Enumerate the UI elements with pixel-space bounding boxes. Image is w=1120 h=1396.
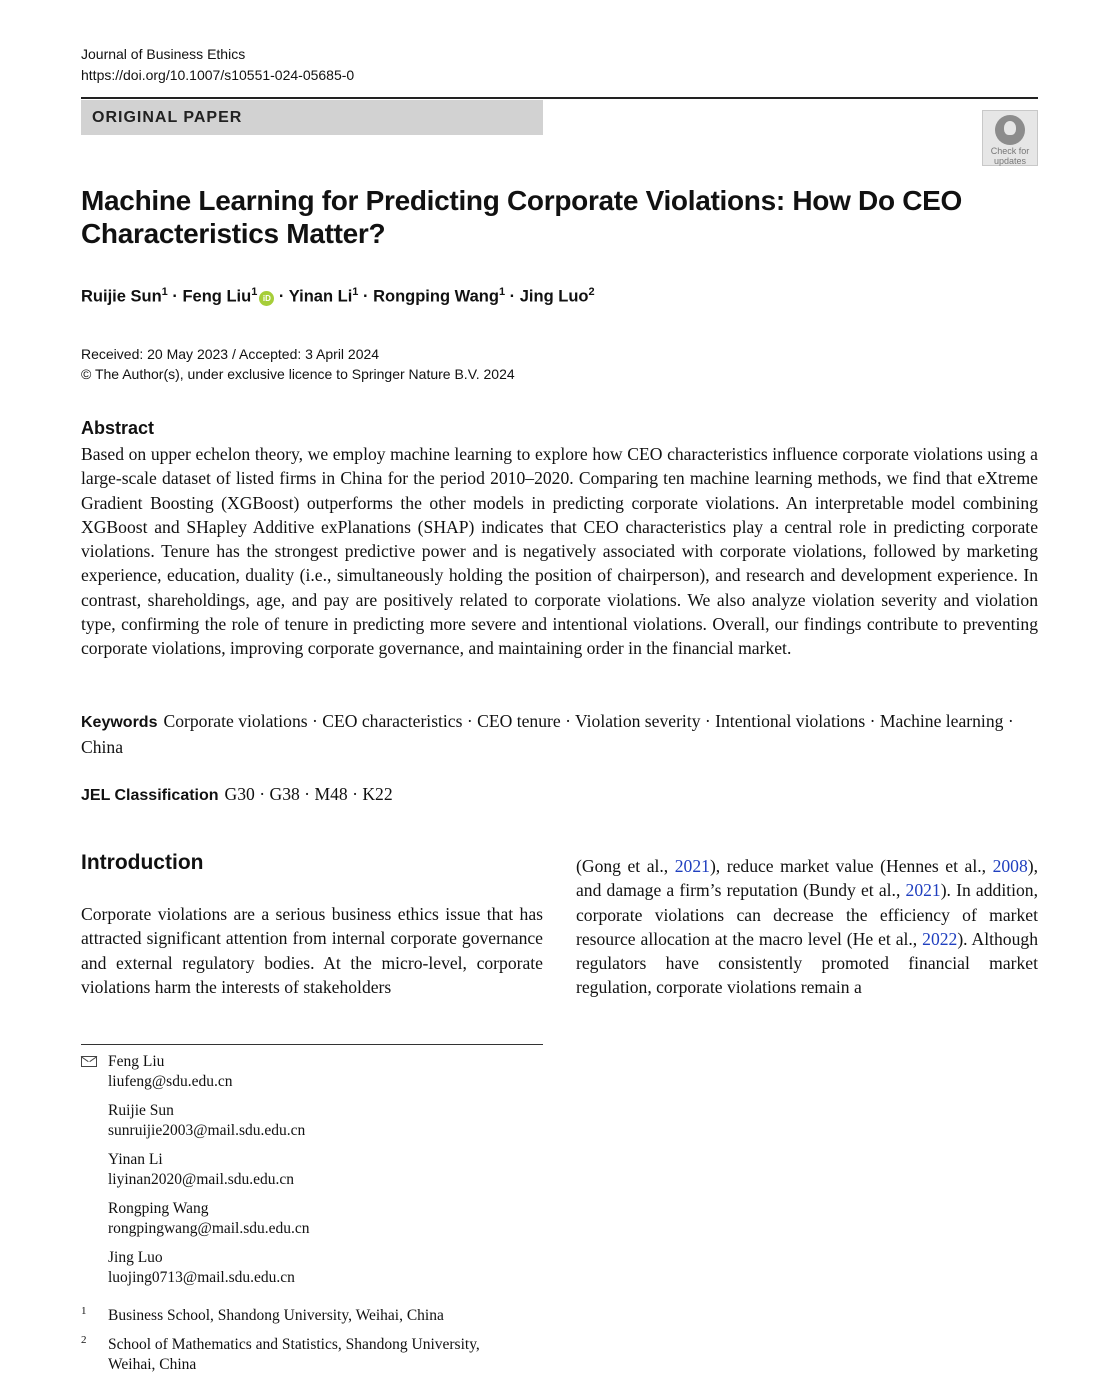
contact-email[interactable]: luojing0713@mail.sdu.edu.cn xyxy=(108,1268,295,1286)
keywords-label: Keywords xyxy=(81,714,158,731)
affiliation-number: 1 xyxy=(81,1305,87,1317)
doi-link[interactable]: https://doi.org/10.1007/s10551-024-05685-0 xyxy=(81,67,355,83)
author-affiliation-mark: 2 xyxy=(588,286,595,298)
intro-text: ), reduce market value (Hennes et al., xyxy=(709,856,993,876)
contact-name: Feng Liu xyxy=(108,1053,165,1070)
contact-email[interactable]: liufeng@sdu.edu.cn xyxy=(108,1072,233,1090)
envelope-icon xyxy=(81,1056,97,1067)
author-name[interactable]: Yinan Li xyxy=(288,287,353,306)
paper-title: Machine Learning for Predicting Corporate Violations: How Do CEO Characteristics Matter? xyxy=(81,185,963,249)
intro-text: ), and damage a firm’s reputation (Bundy et al., xyxy=(576,856,1039,901)
author-affiliation-mark: 1 xyxy=(498,286,506,298)
abstract-heading: Abstract xyxy=(81,418,155,438)
contact-name: Rongping Wang xyxy=(108,1200,209,1217)
author-affiliation-mark: 1 xyxy=(352,286,359,298)
contact-name: Yinan Li xyxy=(108,1151,163,1168)
intro-left-column: Corporate violations are a serious business ethics issue that has attracted significant attention from internal corporate governance and external regulatory bodies. At the micro-level, corporate violations harm the interests of stakeholders xyxy=(81,904,543,997)
citation-link[interactable]: 2022 xyxy=(922,928,958,949)
keywords xyxy=(81,709,1038,760)
orcid-icon[interactable]: iD xyxy=(259,291,274,306)
received-accepted: Received: 20 May 2023 / Accepted: 3 April 2024 xyxy=(81,346,380,362)
jel-label: JEL Classification xyxy=(81,787,219,804)
jel-codes: G30 · G38 · M48 · K22 xyxy=(224,784,393,804)
paper-type-band: ORIGINAL PAPER xyxy=(81,100,543,135)
contact-entry xyxy=(108,1150,294,1189)
author-name[interactable]: Rongping Wang xyxy=(373,287,499,306)
author-name[interactable]: Ruijie Sun xyxy=(81,287,162,306)
citation-link[interactable]: 2021 xyxy=(905,880,941,901)
intro-right-column xyxy=(576,854,1038,1000)
jel-classification xyxy=(81,782,393,808)
publication-dates xyxy=(81,344,515,384)
contact-entry xyxy=(108,1101,305,1140)
author-affiliation-mark: 1 xyxy=(251,286,258,298)
contact-entry xyxy=(108,1248,295,1287)
author-name[interactable]: Jing Luo xyxy=(519,287,589,306)
contact-name: Ruijie Sun xyxy=(108,1102,174,1119)
introduction-heading: Introduction xyxy=(81,851,204,874)
journal-name: Journal of Business Ethics xyxy=(81,46,246,62)
citation-link[interactable]: 2021 xyxy=(674,856,710,876)
contact-email[interactable]: rongpingwang@mail.sdu.edu.cn xyxy=(108,1219,310,1237)
author-separator: · xyxy=(274,287,289,306)
journal-header xyxy=(81,44,354,86)
contact-email[interactable]: liyinan2020@mail.sdu.edu.cn xyxy=(108,1170,295,1188)
affiliation-text: School of Mathematics and Statistics, Shandong University, Weihai, China xyxy=(108,1336,480,1373)
header-rule xyxy=(81,97,1038,99)
contact-email[interactable]: sunruijie2003@mail.sdu.edu.cn xyxy=(108,1121,306,1139)
footnote-rule xyxy=(81,1044,543,1045)
author-separator: · xyxy=(358,287,374,306)
affiliation-number: 2 xyxy=(81,1334,87,1346)
author-affiliation-mark: 1 xyxy=(161,286,168,298)
author-list xyxy=(81,286,595,307)
citation-link[interactable]: 2008 xyxy=(992,856,1028,876)
author-name[interactable]: Feng Liu xyxy=(182,287,252,306)
author-separator: · xyxy=(167,287,183,306)
contact-entry xyxy=(108,1052,232,1091)
contact-name: Jing Luo xyxy=(108,1249,163,1266)
intro-text: (Gong et al., xyxy=(576,856,675,876)
check-for-updates-badge[interactable] xyxy=(982,110,1038,166)
author-separator: · xyxy=(505,287,520,306)
abstract-text: Based on upper echelon theory, we employ machine learning to explore how CEO characteristics influence corporate violations using a large-scale dataset of listed firms in China for the period 2010–2020. Comparing ten machine learning methods, we find that eXtreme Gradient Boosting (XGBoost) outperforms the other models in predicting corporate violations. An interpretable model combining XGBoost and SHapley Additive exPlanations (SHAP) indicates that CEO characteristics play a central role in predicting corporate violations. Tenure has the strongest predictive power and is negatively associated with corporate violations, followed by marketing experience, education, duality (i.e., simultaneously holding the position of chairperson), and research and development experience. In contrast, shareholdings, age, and pay are positively related to corporate violations. We also analyze violation severity and violation type, confirming the role of tenure in predicting more severe and intentional violations. Overall, our findings contribute to preventing corporate violations, improving corporate governance, and maintaining order in the financial market. xyxy=(81,444,1038,659)
check-updates-icon xyxy=(995,115,1025,145)
copyright-line: © The Author(s), under exclusive licence to Springer Nature B.V. 2024 xyxy=(81,366,515,382)
intro-text: ). Although regulators have consistently promoted financial market regulation, corporate violations remain a xyxy=(576,928,1038,998)
contact-entry xyxy=(108,1199,310,1238)
check-updates-label: Check for updates xyxy=(990,146,1030,166)
affiliation-text: Business School, Shandong University, Weihai, China xyxy=(108,1307,444,1324)
keywords-text: Corporate violations · CEO characteristics · CEO tenure · Violation severity · Intentional violations · Machine learning · China xyxy=(81,711,1014,757)
intro-text: ). In addition, corporate violations can decrease the efficiency of market resource allocation at the macro level (He et al., xyxy=(576,880,1038,949)
